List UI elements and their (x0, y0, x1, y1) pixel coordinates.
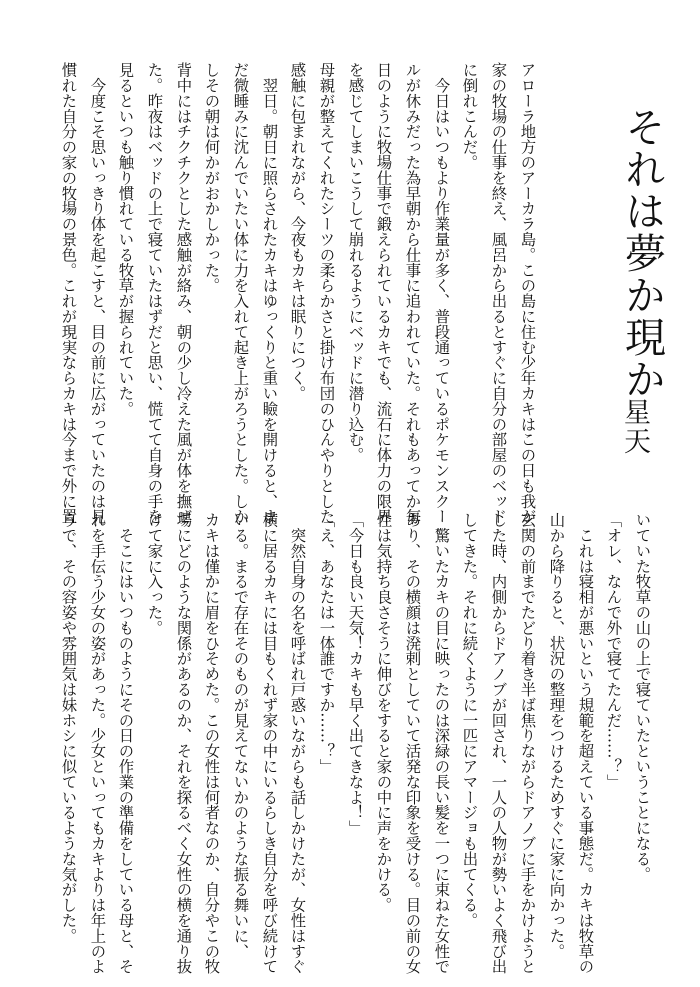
upper-line: 母親が整えてくれたシーツの柔らかさと掛け布団のひんやりとした (317, 62, 336, 524)
upper-line: た。昨夜はベッドの上で寝ていたはずだと思い、慌てて自身の手を (145, 62, 164, 524)
story-title: それは夢か現か (618, 106, 666, 400)
upper-line: だ微睡みに沈んでいたい体に力を入れて起き上がろうとした。しか (231, 62, 250, 524)
upper-line: 日のように牧場仕事で鍛えられているカキでも、流石に体力の限界 (374, 62, 393, 524)
upper-line: 慣れた自分の家の牧場の景色。これが現実ならカキは今まで外に置 (59, 62, 78, 524)
lower-line: 性は気持ち良さそうに伸びをすると家の中に声をかける。 (374, 512, 393, 913)
lower-line: 「え、あなたは一体誰ですか……？」 (317, 512, 336, 774)
lower-line: 「今日も良い天気！カキも早く出てきなよ！」 (346, 512, 365, 836)
lower-line: 場にどのような関係があるのか、それを探るべく女性の横を通り抜 (174, 512, 193, 974)
upper-line: 感触に包まれながら、今夜もカキは眠りにつく。 (288, 62, 307, 401)
lower-line: 横に居るカキには目もくれず家の中にいるらしき自分を呼び続けて (260, 512, 279, 974)
lower-line: いる。まるで存在そのものが見えてないかのような振る舞いに、 (231, 512, 250, 959)
upper-line: 翌日。朝日に照らされたカキはゆっくりと重い瞼を開けると、ま (260, 62, 279, 524)
lower-line: あり、その横顔は溌剌としていて活発な印象を受ける。目の前の女 (403, 512, 422, 974)
lower-line: れを手伝う少女の姿があった。少女といってもカキよりは年上のよ (88, 512, 107, 974)
lower-line: うで、その容姿や雰囲気は妹ホシに似ているような気がした。 (59, 512, 78, 944)
lower-line: けて家に入った。 (145, 512, 164, 636)
lower-line: 山から降りると、状況の整理をつけるためすぐに家に向かった。 (547, 512, 566, 959)
upper-line: 家の牧場の仕事を終え、風呂から出るとすぐに自分の部屋のベッド (489, 62, 508, 524)
upper-line: に倒れこんだ。 (460, 62, 479, 170)
upper-line: ルが休みだった為早朝から仕事に追われていた。それもあってか毎 (403, 62, 422, 524)
lower-line: これは寝相が悪いという規範を超えている事態だ。カキは牧草の (576, 512, 595, 974)
upper-line: しその朝は何かがおかしかった。 (202, 62, 221, 293)
lower-line: そこにはいつものようにその日の作業の準備をしている母と、そ (116, 512, 135, 974)
upper-line: を感じてしまいこうして崩れるようにベッドに潜り込む。 (346, 62, 365, 463)
lower-line: 突然自身の名を呼ばれ戸惑いながらも話しかけたが、女性はすぐ (288, 512, 307, 974)
lower-line: カキは僅かに眉をひそめた。この女性は何者なのか、自分やこの牧 (202, 512, 221, 974)
upper-line: 見るといつも触り慣れている牧草が握られていた。 (116, 62, 135, 417)
lower-line: した時、内側からドアノブが回され、一人の人物が勢いよく飛び出 (489, 512, 508, 974)
upper-line: 背中にはチクチクとした感触が絡み、朝の少し冷えた風が体を撫ぜ (174, 62, 193, 524)
upper-line: 今度こそ思いっきり体を起こすと、目の前に広がっていたのは見 (88, 62, 107, 524)
lower-line: してきた。それに続くように一匹にアマージョも出てくる。 (460, 512, 479, 928)
lower-line: 驚いたカキの目に映ったのは深緑の長い髪を一つに束ねた女性で (432, 512, 451, 974)
upper-line: アローラ地方のアーカラ島。この島に住む少年カキはこの日も我が (518, 62, 537, 524)
lower-line: 玄関の前までたどり着き半ば焦りながらドアノブに手をかけようと (518, 512, 537, 974)
author-name: 星天 (619, 398, 650, 456)
upper-line: 今日はいつもより作業量が多く、普段通っているポケモンスクー (432, 62, 451, 524)
lower-line: いていた牧草の山の上で寝ていたということになる。 (633, 512, 652, 882)
lower-line: 「オレ、なんで外で寝てたんだ……？」 (604, 512, 623, 790)
